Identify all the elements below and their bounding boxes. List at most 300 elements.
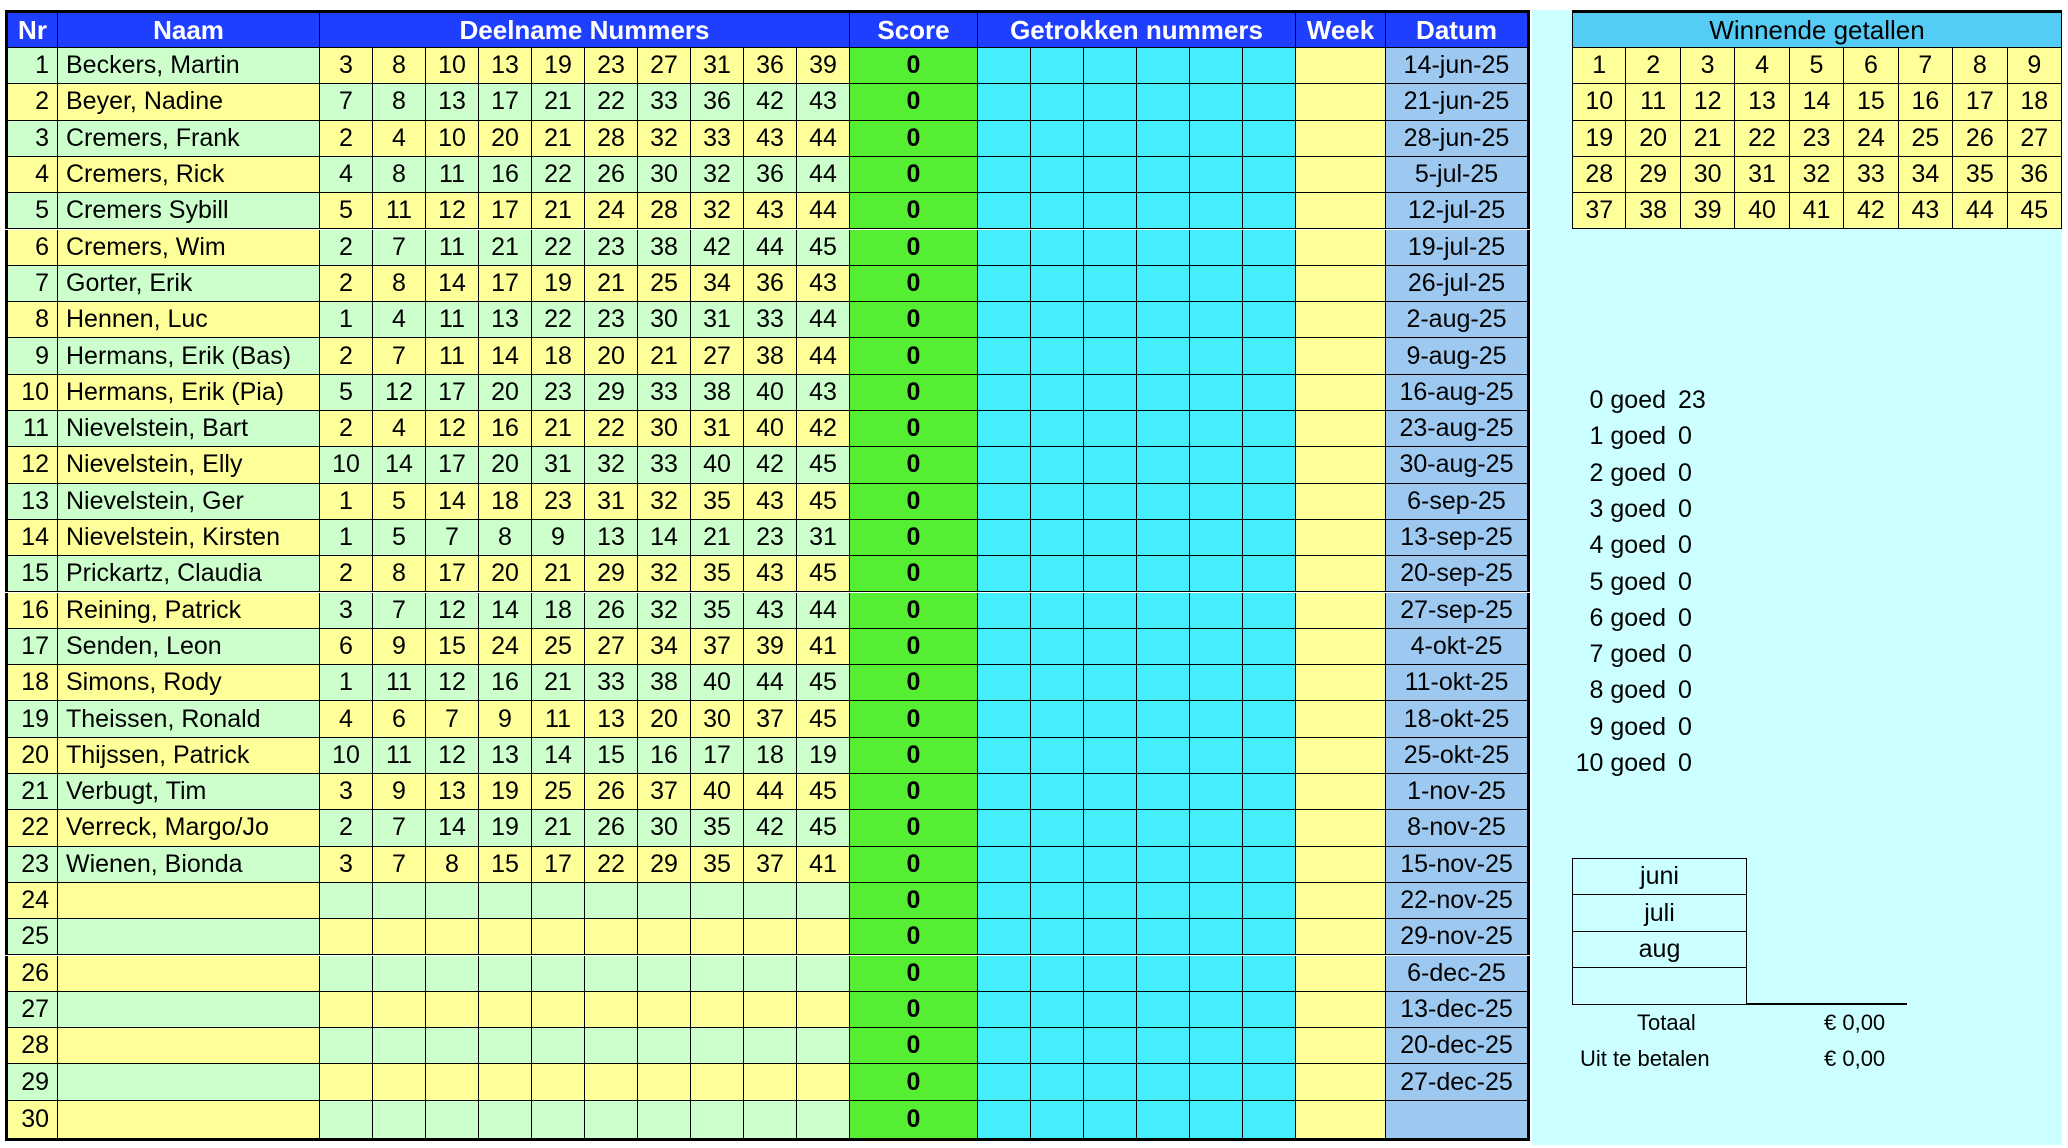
row-getrokken-nummer[interactable]: [1190, 230, 1243, 266]
row-deelname-nummer[interactable]: 13: [479, 302, 532, 338]
row-getrokken-nummer[interactable]: [1137, 774, 1190, 810]
row-deelname-nummer[interactable]: 45: [797, 774, 850, 810]
row-deelname-nummer[interactable]: 16: [479, 411, 532, 447]
row-deelname-nummer[interactable]: 14: [479, 338, 532, 374]
row-deelname-nummer[interactable]: 12: [426, 593, 479, 629]
row-deelname-nummer[interactable]: 17: [426, 375, 479, 411]
row-deelname-nummer[interactable]: 19: [532, 266, 585, 302]
row-getrokken-nummer[interactable]: [1137, 665, 1190, 701]
winning-number[interactable]: 39: [1681, 193, 1735, 229]
row-deelname-nummer[interactable]: 7: [373, 847, 426, 883]
row-getrokken-nummer[interactable]: [1243, 810, 1296, 846]
row-getrokken-nummer[interactable]: [1084, 992, 1137, 1028]
row-deelname-nummer[interactable]: 15: [479, 847, 532, 883]
row-deelname-nummer[interactable]: [691, 1028, 744, 1064]
winning-number[interactable]: 8: [1953, 48, 2007, 84]
row-deelname-nummer[interactable]: 17: [691, 738, 744, 774]
row-naam[interactable]: Verbugt, Tim: [58, 774, 320, 810]
row-deelname-nummer[interactable]: 40: [691, 665, 744, 701]
row-deelname-nummer[interactable]: 9: [532, 520, 585, 556]
row-getrokken-nummer[interactable]: [1031, 1101, 1084, 1139]
row-deelname-nummer[interactable]: [585, 1101, 638, 1139]
row-deelname-nummer[interactable]: 39: [744, 629, 797, 665]
row-naam[interactable]: Hennen, Luc: [58, 302, 320, 338]
row-deelname-nummer[interactable]: 9: [373, 774, 426, 810]
row-deelname-nummer[interactable]: 38: [691, 375, 744, 411]
row-week[interactable]: [1296, 919, 1386, 955]
row-getrokken-nummer[interactable]: [1137, 121, 1190, 157]
row-deelname-nummer[interactable]: [691, 956, 744, 992]
row-getrokken-nummer[interactable]: [1190, 701, 1243, 737]
row-getrokken-nummer[interactable]: [1243, 84, 1296, 120]
row-deelname-nummer[interactable]: [797, 956, 850, 992]
row-getrokken-nummer[interactable]: [1243, 883, 1296, 919]
row-getrokken-nummer[interactable]: [1031, 193, 1084, 229]
row-deelname-nummer[interactable]: 27: [691, 338, 744, 374]
row-getrokken-nummer[interactable]: [1084, 302, 1137, 338]
row-deelname-nummer[interactable]: 6: [373, 701, 426, 737]
row-getrokken-nummer[interactable]: [1084, 48, 1137, 84]
row-getrokken-nummer[interactable]: [1190, 338, 1243, 374]
winning-number[interactable]: 18: [2008, 84, 2062, 120]
winning-number[interactable]: 22: [1735, 121, 1789, 157]
winning-number[interactable]: 35: [1953, 157, 2007, 193]
row-deelname-nummer[interactable]: 14: [426, 810, 479, 846]
row-getrokken-nummer[interactable]: [978, 230, 1031, 266]
row-naam[interactable]: Gorter, Erik: [58, 266, 320, 302]
row-deelname-nummer[interactable]: [691, 919, 744, 955]
row-week[interactable]: [1296, 992, 1386, 1028]
row-deelname-nummer[interactable]: [797, 919, 850, 955]
row-getrokken-nummer[interactable]: [1084, 484, 1137, 520]
row-deelname-nummer[interactable]: 29: [638, 847, 691, 883]
row-deelname-nummer[interactable]: 14: [426, 484, 479, 520]
row-week[interactable]: [1296, 411, 1386, 447]
winning-number[interactable]: 20: [1626, 121, 1680, 157]
row-deelname-nummer[interactable]: 32: [638, 484, 691, 520]
row-deelname-nummer[interactable]: 45: [797, 556, 850, 592]
row-deelname-nummer[interactable]: 23: [744, 520, 797, 556]
row-deelname-nummer[interactable]: 26: [585, 774, 638, 810]
row-deelname-nummer[interactable]: 25: [532, 629, 585, 665]
row-deelname-nummer[interactable]: 43: [797, 84, 850, 120]
row-naam[interactable]: Simons, Rody: [58, 665, 320, 701]
row-deelname-nummer[interactable]: 8: [426, 847, 479, 883]
row-deelname-nummer[interactable]: 12: [373, 375, 426, 411]
row-week[interactable]: [1296, 1101, 1386, 1139]
row-getrokken-nummer[interactable]: [1137, 956, 1190, 992]
row-deelname-nummer[interactable]: 44: [744, 230, 797, 266]
row-deelname-nummer[interactable]: 11: [532, 701, 585, 737]
row-getrokken-nummer[interactable]: [978, 157, 1031, 193]
winning-number[interactable]: 23: [1790, 121, 1844, 157]
winning-number[interactable]: 17: [1953, 84, 2007, 120]
row-getrokken-nummer[interactable]: [1243, 1028, 1296, 1064]
row-deelname-nummer[interactable]: 21: [532, 84, 585, 120]
row-getrokken-nummer[interactable]: [1084, 593, 1137, 629]
row-deelname-nummer[interactable]: 44: [797, 338, 850, 374]
row-naam[interactable]: Verreck, Margo/Jo: [58, 810, 320, 846]
row-deelname-nummer[interactable]: [426, 992, 479, 1028]
row-deelname-nummer[interactable]: [479, 1028, 532, 1064]
row-getrokken-nummer[interactable]: [978, 338, 1031, 374]
winning-number[interactable]: 44: [1953, 193, 2007, 229]
row-deelname-nummer[interactable]: 14: [426, 266, 479, 302]
row-deelname-nummer[interactable]: [797, 883, 850, 919]
row-deelname-nummer[interactable]: [744, 919, 797, 955]
row-deelname-nummer[interactable]: 7: [320, 84, 373, 120]
row-deelname-nummer[interactable]: 7: [426, 520, 479, 556]
row-deelname-nummer[interactable]: 31: [532, 447, 585, 483]
row-deelname-nummer[interactable]: [638, 1101, 691, 1139]
row-getrokken-nummer[interactable]: [1137, 556, 1190, 592]
row-getrokken-nummer[interactable]: [978, 629, 1031, 665]
winning-number[interactable]: 33: [1844, 157, 1898, 193]
row-deelname-nummer[interactable]: 4: [373, 302, 426, 338]
row-deelname-nummer[interactable]: 17: [479, 193, 532, 229]
row-deelname-nummer[interactable]: 17: [426, 556, 479, 592]
row-getrokken-nummer[interactable]: [978, 738, 1031, 774]
row-getrokken-nummer[interactable]: [1243, 157, 1296, 193]
row-getrokken-nummer[interactable]: [1137, 992, 1190, 1028]
row-deelname-nummer[interactable]: 40: [691, 774, 744, 810]
row-deelname-nummer[interactable]: 8: [373, 157, 426, 193]
row-deelname-nummer[interactable]: [320, 992, 373, 1028]
row-deelname-nummer[interactable]: 21: [532, 810, 585, 846]
winning-number[interactable]: 7: [1899, 48, 1953, 84]
row-week[interactable]: [1296, 593, 1386, 629]
row-deelname-nummer[interactable]: 7: [373, 810, 426, 846]
row-deelname-nummer[interactable]: 35: [691, 593, 744, 629]
row-getrokken-nummer[interactable]: [1031, 556, 1084, 592]
row-getrokken-nummer[interactable]: [978, 665, 1031, 701]
row-getrokken-nummer[interactable]: [978, 593, 1031, 629]
winning-number[interactable]: 42: [1844, 193, 1898, 229]
row-naam[interactable]: Hermans, Erik (Pia): [58, 375, 320, 411]
row-naam[interactable]: Beyer, Nadine: [58, 84, 320, 120]
row-deelname-nummer[interactable]: 31: [585, 484, 638, 520]
row-deelname-nummer[interactable]: 2: [320, 411, 373, 447]
row-naam[interactable]: [58, 992, 320, 1028]
winning-number[interactable]: 24: [1844, 121, 1898, 157]
row-getrokken-nummer[interactable]: [1031, 738, 1084, 774]
row-deelname-nummer[interactable]: 43: [744, 193, 797, 229]
row-deelname-nummer[interactable]: 12: [426, 665, 479, 701]
row-deelname-nummer[interactable]: 26: [585, 157, 638, 193]
row-deelname-nummer[interactable]: 33: [638, 84, 691, 120]
row-deelname-nummer[interactable]: 35: [691, 484, 744, 520]
row-getrokken-nummer[interactable]: [1243, 665, 1296, 701]
row-deelname-nummer[interactable]: 14: [638, 520, 691, 556]
winning-number[interactable]: 12: [1681, 84, 1735, 120]
row-deelname-nummer[interactable]: 2: [320, 338, 373, 374]
row-deelname-nummer[interactable]: 41: [797, 847, 850, 883]
winning-number[interactable]: 10: [1572, 84, 1626, 120]
row-deelname-nummer[interactable]: 23: [585, 48, 638, 84]
row-week[interactable]: [1296, 774, 1386, 810]
row-deelname-nummer[interactable]: [744, 956, 797, 992]
row-deelname-nummer[interactable]: [691, 883, 744, 919]
row-getrokken-nummer[interactable]: [1190, 556, 1243, 592]
row-week[interactable]: [1296, 230, 1386, 266]
row-getrokken-nummer[interactable]: [1137, 484, 1190, 520]
row-deelname-nummer[interactable]: 36: [744, 157, 797, 193]
row-getrokken-nummer[interactable]: [1190, 48, 1243, 84]
row-getrokken-nummer[interactable]: [1137, 84, 1190, 120]
row-deelname-nummer[interactable]: 8: [373, 266, 426, 302]
winning-number[interactable]: 37: [1572, 193, 1626, 229]
row-deelname-nummer[interactable]: 8: [373, 84, 426, 120]
row-deelname-nummer[interactable]: 20: [479, 556, 532, 592]
row-deelname-nummer[interactable]: 41: [797, 629, 850, 665]
row-getrokken-nummer[interactable]: [978, 956, 1031, 992]
row-deelname-nummer[interactable]: [532, 919, 585, 955]
row-getrokken-nummer[interactable]: [1243, 48, 1296, 84]
row-deelname-nummer[interactable]: [797, 1064, 850, 1100]
row-deelname-nummer[interactable]: 35: [691, 810, 744, 846]
row-getrokken-nummer[interactable]: [1243, 738, 1296, 774]
row-getrokken-nummer[interactable]: [1137, 1064, 1190, 1100]
row-week[interactable]: [1296, 157, 1386, 193]
winning-number[interactable]: 26: [1953, 121, 2007, 157]
row-deelname-nummer[interactable]: [585, 1028, 638, 1064]
row-deelname-nummer[interactable]: 2: [320, 230, 373, 266]
row-deelname-nummer[interactable]: [479, 919, 532, 955]
row-deelname-nummer[interactable]: 29: [585, 556, 638, 592]
row-deelname-nummer[interactable]: [638, 919, 691, 955]
row-deelname-nummer[interactable]: 37: [691, 629, 744, 665]
row-getrokken-nummer[interactable]: [978, 1101, 1031, 1139]
row-getrokken-nummer[interactable]: [1031, 121, 1084, 157]
row-getrokken-nummer[interactable]: [1137, 919, 1190, 955]
month-box[interactable]: aug: [1572, 931, 1747, 969]
row-getrokken-nummer[interactable]: [1084, 338, 1137, 374]
row-deelname-nummer[interactable]: 11: [426, 338, 479, 374]
winning-number[interactable]: 45: [2008, 193, 2062, 229]
row-deelname-nummer[interactable]: 40: [691, 447, 744, 483]
row-deelname-nummer[interactable]: 11: [373, 738, 426, 774]
row-getrokken-nummer[interactable]: [978, 810, 1031, 846]
row-getrokken-nummer[interactable]: [1190, 1028, 1243, 1064]
row-getrokken-nummer[interactable]: [1031, 520, 1084, 556]
row-deelname-nummer[interactable]: 34: [691, 266, 744, 302]
row-getrokken-nummer[interactable]: [1137, 847, 1190, 883]
row-deelname-nummer[interactable]: 25: [532, 774, 585, 810]
row-getrokken-nummer[interactable]: [978, 48, 1031, 84]
row-deelname-nummer[interactable]: 4: [373, 121, 426, 157]
row-deelname-nummer[interactable]: 13: [585, 520, 638, 556]
row-getrokken-nummer[interactable]: [978, 84, 1031, 120]
row-deelname-nummer[interactable]: [373, 1028, 426, 1064]
row-deelname-nummer[interactable]: 5: [373, 484, 426, 520]
row-deelname-nummer[interactable]: [373, 992, 426, 1028]
winning-number[interactable]: 25: [1899, 121, 1953, 157]
row-deelname-nummer[interactable]: 5: [320, 375, 373, 411]
row-deelname-nummer[interactable]: [691, 1064, 744, 1100]
row-getrokken-nummer[interactable]: [1190, 593, 1243, 629]
row-deelname-nummer[interactable]: [744, 1101, 797, 1139]
row-deelname-nummer[interactable]: 24: [585, 193, 638, 229]
row-getrokken-nummer[interactable]: [1243, 447, 1296, 483]
row-naam[interactable]: Theissen, Ronald: [58, 701, 320, 737]
row-getrokken-nummer[interactable]: [1084, 556, 1137, 592]
row-deelname-nummer[interactable]: 18: [532, 593, 585, 629]
row-deelname-nummer[interactable]: [532, 956, 585, 992]
row-deelname-nummer[interactable]: 21: [638, 338, 691, 374]
row-deelname-nummer[interactable]: 13: [479, 738, 532, 774]
row-deelname-nummer[interactable]: 13: [479, 48, 532, 84]
row-deelname-nummer[interactable]: 45: [797, 810, 850, 846]
row-deelname-nummer[interactable]: 1: [320, 484, 373, 520]
row-week[interactable]: [1296, 375, 1386, 411]
winning-number[interactable]: 13: [1735, 84, 1789, 120]
row-getrokken-nummer[interactable]: [978, 447, 1031, 483]
row-deelname-nummer[interactable]: 43: [744, 484, 797, 520]
row-getrokken-nummer[interactable]: [1190, 992, 1243, 1028]
row-deelname-nummer[interactable]: 37: [638, 774, 691, 810]
row-deelname-nummer[interactable]: [532, 1064, 585, 1100]
row-deelname-nummer[interactable]: 27: [638, 48, 691, 84]
row-deelname-nummer[interactable]: [320, 1064, 373, 1100]
row-getrokken-nummer[interactable]: [1031, 48, 1084, 84]
row-getrokken-nummer[interactable]: [1190, 84, 1243, 120]
row-week[interactable]: [1296, 847, 1386, 883]
row-deelname-nummer[interactable]: [373, 919, 426, 955]
row-deelname-nummer[interactable]: 10: [320, 447, 373, 483]
row-getrokken-nummer[interactable]: [1031, 157, 1084, 193]
row-getrokken-nummer[interactable]: [1243, 919, 1296, 955]
row-deelname-nummer[interactable]: 33: [638, 447, 691, 483]
row-deelname-nummer[interactable]: 43: [744, 121, 797, 157]
row-week[interactable]: [1296, 302, 1386, 338]
row-deelname-nummer[interactable]: 44: [797, 302, 850, 338]
row-getrokken-nummer[interactable]: [1190, 302, 1243, 338]
row-getrokken-nummer[interactable]: [1031, 266, 1084, 302]
row-getrokken-nummer[interactable]: [1243, 484, 1296, 520]
row-deelname-nummer[interactable]: [532, 1101, 585, 1139]
row-getrokken-nummer[interactable]: [1031, 701, 1084, 737]
winning-number[interactable]: 11: [1626, 84, 1680, 120]
row-getrokken-nummer[interactable]: [1031, 919, 1084, 955]
row-deelname-nummer[interactable]: 5: [320, 193, 373, 229]
row-deelname-nummer[interactable]: 36: [691, 84, 744, 120]
row-deelname-nummer[interactable]: 29: [585, 375, 638, 411]
row-deelname-nummer[interactable]: [585, 1064, 638, 1100]
winning-number[interactable]: 2: [1626, 48, 1680, 84]
winning-number[interactable]: 6: [1844, 48, 1898, 84]
row-getrokken-nummer[interactable]: [1084, 883, 1137, 919]
row-naam[interactable]: Wienen, Bionda: [58, 847, 320, 883]
winning-number[interactable]: 29: [1626, 157, 1680, 193]
row-getrokken-nummer[interactable]: [1084, 411, 1137, 447]
row-deelname-nummer[interactable]: 17: [479, 84, 532, 120]
row-deelname-nummer[interactable]: 23: [532, 375, 585, 411]
row-getrokken-nummer[interactable]: [1190, 665, 1243, 701]
row-deelname-nummer[interactable]: 9: [479, 701, 532, 737]
row-deelname-nummer[interactable]: 33: [744, 302, 797, 338]
winning-number[interactable]: 38: [1626, 193, 1680, 229]
row-naam[interactable]: Cremers, Frank: [58, 121, 320, 157]
winning-number[interactable]: 32: [1790, 157, 1844, 193]
row-week[interactable]: [1296, 484, 1386, 520]
row-deelname-nummer[interactable]: 16: [479, 157, 532, 193]
row-getrokken-nummer[interactable]: [1137, 302, 1190, 338]
row-getrokken-nummer[interactable]: [978, 520, 1031, 556]
row-deelname-nummer[interactable]: 43: [744, 593, 797, 629]
row-getrokken-nummer[interactable]: [1190, 738, 1243, 774]
row-deelname-nummer[interactable]: 38: [744, 338, 797, 374]
row-deelname-nummer[interactable]: [479, 1064, 532, 1100]
row-deelname-nummer[interactable]: 11: [426, 230, 479, 266]
row-getrokken-nummer[interactable]: [1243, 556, 1296, 592]
row-getrokken-nummer[interactable]: [1031, 230, 1084, 266]
row-week[interactable]: [1296, 520, 1386, 556]
row-deelname-nummer[interactable]: 20: [638, 701, 691, 737]
row-deelname-nummer[interactable]: [320, 1101, 373, 1139]
row-week[interactable]: [1296, 48, 1386, 84]
row-getrokken-nummer[interactable]: [1031, 593, 1084, 629]
winning-number[interactable]: 43: [1899, 193, 1953, 229]
row-getrokken-nummer[interactable]: [1190, 375, 1243, 411]
row-deelname-nummer[interactable]: 43: [797, 375, 850, 411]
row-deelname-nummer[interactable]: 44: [797, 121, 850, 157]
row-deelname-nummer[interactable]: [479, 956, 532, 992]
winning-number[interactable]: 27: [2008, 121, 2062, 157]
row-deelname-nummer[interactable]: 3: [320, 593, 373, 629]
row-deelname-nummer[interactable]: 39: [797, 48, 850, 84]
winning-number[interactable]: 40: [1735, 193, 1789, 229]
row-getrokken-nummer[interactable]: [1190, 847, 1243, 883]
row-deelname-nummer[interactable]: 24: [479, 629, 532, 665]
row-getrokken-nummer[interactable]: [1243, 1064, 1296, 1100]
row-deelname-nummer[interactable]: 3: [320, 847, 373, 883]
row-deelname-nummer[interactable]: 22: [585, 847, 638, 883]
row-deelname-nummer[interactable]: 5: [373, 520, 426, 556]
row-deelname-nummer[interactable]: 13: [426, 84, 479, 120]
row-getrokken-nummer[interactable]: [1031, 302, 1084, 338]
row-deelname-nummer[interactable]: [797, 1028, 850, 1064]
row-deelname-nummer[interactable]: [638, 883, 691, 919]
row-deelname-nummer[interactable]: 32: [691, 157, 744, 193]
row-getrokken-nummer[interactable]: [1084, 919, 1137, 955]
row-deelname-nummer[interactable]: 44: [797, 593, 850, 629]
row-deelname-nummer[interactable]: 42: [744, 84, 797, 120]
row-getrokken-nummer[interactable]: [1243, 411, 1296, 447]
row-deelname-nummer[interactable]: 21: [585, 266, 638, 302]
row-deelname-nummer[interactable]: 42: [744, 447, 797, 483]
row-naam[interactable]: Nievelstein, Elly: [58, 447, 320, 483]
row-week[interactable]: [1296, 447, 1386, 483]
row-naam[interactable]: [58, 1101, 320, 1139]
row-getrokken-nummer[interactable]: [1031, 375, 1084, 411]
row-getrokken-nummer[interactable]: [1243, 1101, 1296, 1139]
row-deelname-nummer[interactable]: [426, 956, 479, 992]
row-deelname-nummer[interactable]: 2: [320, 121, 373, 157]
row-deelname-nummer[interactable]: 23: [585, 230, 638, 266]
row-getrokken-nummer[interactable]: [1137, 193, 1190, 229]
row-getrokken-nummer[interactable]: [1084, 157, 1137, 193]
row-week[interactable]: [1296, 1064, 1386, 1100]
row-deelname-nummer[interactable]: [585, 883, 638, 919]
row-deelname-nummer[interactable]: 17: [479, 266, 532, 302]
row-getrokken-nummer[interactable]: [1031, 665, 1084, 701]
row-deelname-nummer[interactable]: [585, 992, 638, 1028]
row-getrokken-nummer[interactable]: [1190, 774, 1243, 810]
row-deelname-nummer[interactable]: 19: [479, 774, 532, 810]
row-week[interactable]: [1296, 193, 1386, 229]
row-deelname-nummer[interactable]: 32: [638, 556, 691, 592]
row-naam[interactable]: Thijssen, Patrick: [58, 738, 320, 774]
